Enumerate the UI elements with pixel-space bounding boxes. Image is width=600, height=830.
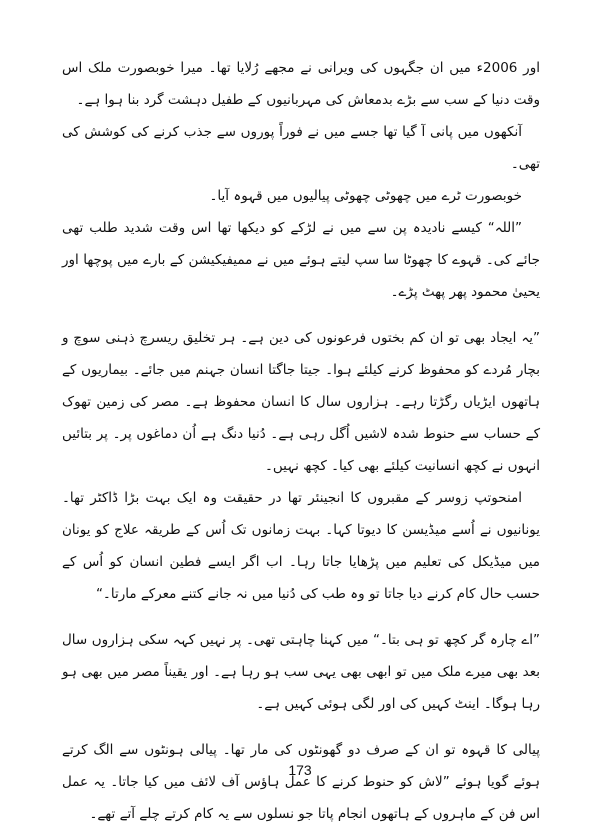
paragraph: آنکھوں میں پانی آ گیا تھا جسے میں نے فوراً پوروں سے جذب کرنے کی کوشش کی تھی۔ [62, 124, 540, 172]
page-number: 173 [288, 762, 312, 778]
paragraph: پیالی کا قہوہ تو ان کے صرف دو گھونٹوں کی مار تھا۔ پیالی ہونٹوں سے الگ کرتے ہوئے گویا ہوئے ”لاش کو حنوط کرنے کا عمل ہاؤس آف لائف میں کیا جاتا۔ یہ عمل اس فن کے ماہروں کے ہاتھوں انجام پاتا جو نسلوں سے یہ کام کرتے چلے آتے تھے۔ [62, 742, 540, 822]
paragraph: امنحوتپ زوسر کے مقبروں کا انجینئر تھا در حقیقت وہ ایک بہت بڑا ڈاکٹر تھا۔ یونانیوں نے اُسے میڈیسن کا دیوتا کہا۔ بہت زمانوں تک اُس کے طریقہ علاج کو یونان میں میڈیکل کی تعلیم میں پڑھایا جاتا رہا۔ اب اگر ایسے فطین انسان کو اُس کے حسب حال کام کرنے دیا جاتا تو وہ طب کی دُنیا میں نہ جانے کتنے معرکے مارتا۔“ [62, 490, 540, 602]
paragraph: ”اے چارہ گر کچھ تو ہی بتا۔“ میں کہنا چاہتی تھی۔ پر نہیں کہہ سکی ہزاروں سال بعد بھی میرے ملک میں تو ابھی بھی یہی سب ہو رہا ہے۔ اور یقیناً مصر میں بھی ہو رہا ہوگا۔ اینٹ کہیں کی اور لگی ہوئی کہیں ہے۔ [62, 632, 540, 712]
paragraph: ”یہ ایجاد بھی تو ان کم بختوں فرعونوں کی دین ہے۔ ہر تخلیق ریسرچ ذہنی سوچ و بچار مُردے کو محفوظ کرنے کیلئے ہوا۔ جیتا جاگتا انسان جہنم میں جائے۔ بیماریوں کے ہاتھوں ایڑیاں رگڑتا رہے۔ ہزاروں سال کا انسان محفوظ ہے۔ مصر کی زمین تھوک کے حساب سے حنوط شدہ لاشیں اُگل رہی ہے۔ دُنیا دنگ ہے اُن دماغوں پر۔ پر بتائیں انہوں نے کچھ انسانیت کیلئے بھی کیا۔ کچھ نہیں۔ [62, 330, 540, 474]
paragraph: اور 2006ء میں ان جگہوں کی ویرانی نے مجھے رُلایا تھا۔ میرا خوبصورت ملک اس وقت دنیا کے سب سے بڑے بدمعاش کی مہربانیوں کے طفیل دہشت گرد بنا ہوا ہے۔ [62, 60, 540, 108]
text-block [62, 52, 540, 830]
paragraph: خوبصورت ٹرے میں چھوٹی چھوٹی پیالیوں میں قہوہ آیا۔ [209, 188, 522, 204]
paragraph: ”اللہ“ کیسے نادیدہ پن سے میں نے لڑکے کو دیکھا تھا اس وقت شدید طلب تھی جائے کی۔ قہوے کا چھوٹا سا سپ لیتے ہوئے میں نے ممیفیکیشن کے بارے میں پوچھا اور یحییٰ محمود پھر پھٹ پڑے۔ [62, 220, 540, 300]
